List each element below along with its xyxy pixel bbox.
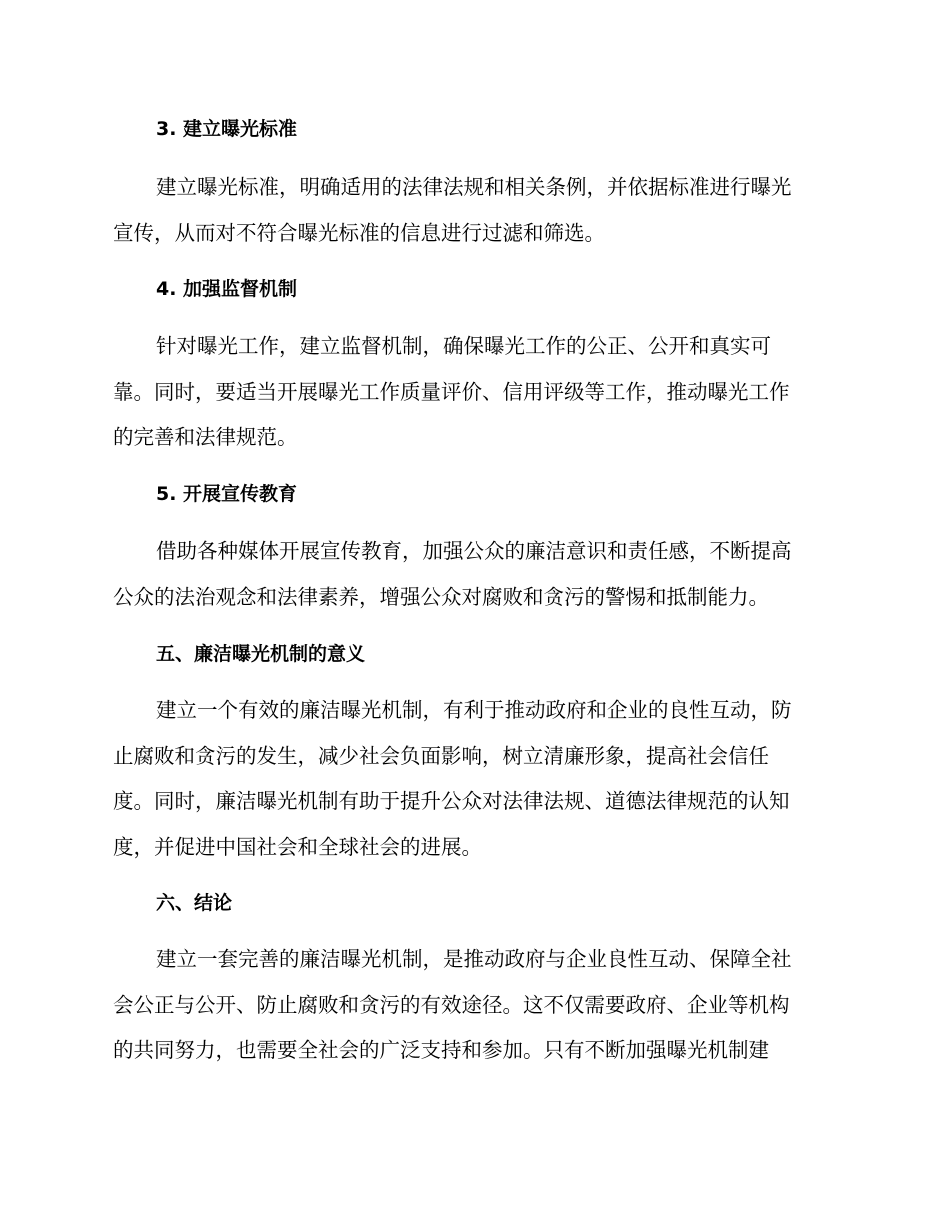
- section-paragraph: [113, 688, 835, 870]
- paragraph-line: 的完善和法律规范。: [113, 425, 298, 449]
- paragraph-line: 靠。同时，要适当开展曝光工作质量评价、信用评级等工作，推动曝光工作: [113, 379, 790, 404]
- paragraph-line: 度。同时，廉洁曝光机制有助于提升公众对法律法规、道德法律规范的认知: [113, 789, 790, 813]
- section-heading: 4. 加强监督机制: [156, 278, 298, 300]
- section-heading: 3. 建立曝光标准: [156, 118, 298, 140]
- section-heading: 六、结论: [156, 892, 233, 914]
- paragraph-line: 建立一个有效的廉洁曝光机制，有利于推动政府和企业的良性互动，防: [156, 698, 792, 722]
- section-paragraph: [113, 529, 835, 620]
- paragraph-line: 借助各种媒体开展宣传教育，加强公众的廉洁意识和责任感，不断提高: [156, 539, 792, 563]
- paragraph-line: 止腐败和贪污的发生，减少社会负面影响，树立清廉形象，提高社会信任: [113, 743, 769, 768]
- section-paragraph: [113, 165, 835, 256]
- paragraph-line: 宣传，从而对不符合曝光标准的信息进行过滤和筛选。: [113, 220, 605, 245]
- paragraph-line: 针对曝光工作，建立监督机制，确保曝光工作的公正、公开和真实可: [156, 334, 771, 358]
- section-heading: 5. 开展宣传教育: [156, 483, 298, 505]
- paragraph-line: 建立曝光标准，明确适用的法律法规和相关条例，并依据标准进行曝光: [156, 175, 792, 199]
- section-paragraph: [113, 937, 835, 1074]
- paragraph-line: 度，并促进中国社会和全球社会的进展。: [113, 834, 482, 859]
- paragraph-line: 建立一套完善的廉洁曝光机制，是推动政府与企业良性互动、保障全社: [156, 947, 792, 971]
- paragraph-line: 公众的法治观念和法律素养，增强公众对腐败和贪污的警惕和抵制能力。: [113, 584, 769, 609]
- section-heading: 五、廉洁曝光机制的意义: [156, 643, 366, 665]
- paragraph-line: 的共同努力，也需要全社会的广泛支持和参加。只有不断加强曝光机制建: [113, 1038, 769, 1062]
- section-paragraph: [113, 324, 835, 461]
- paragraph-line: 会公正与公开、防止腐败和贪污的有效途径。这不仅需要政府、企业等机构: [113, 992, 790, 1017]
